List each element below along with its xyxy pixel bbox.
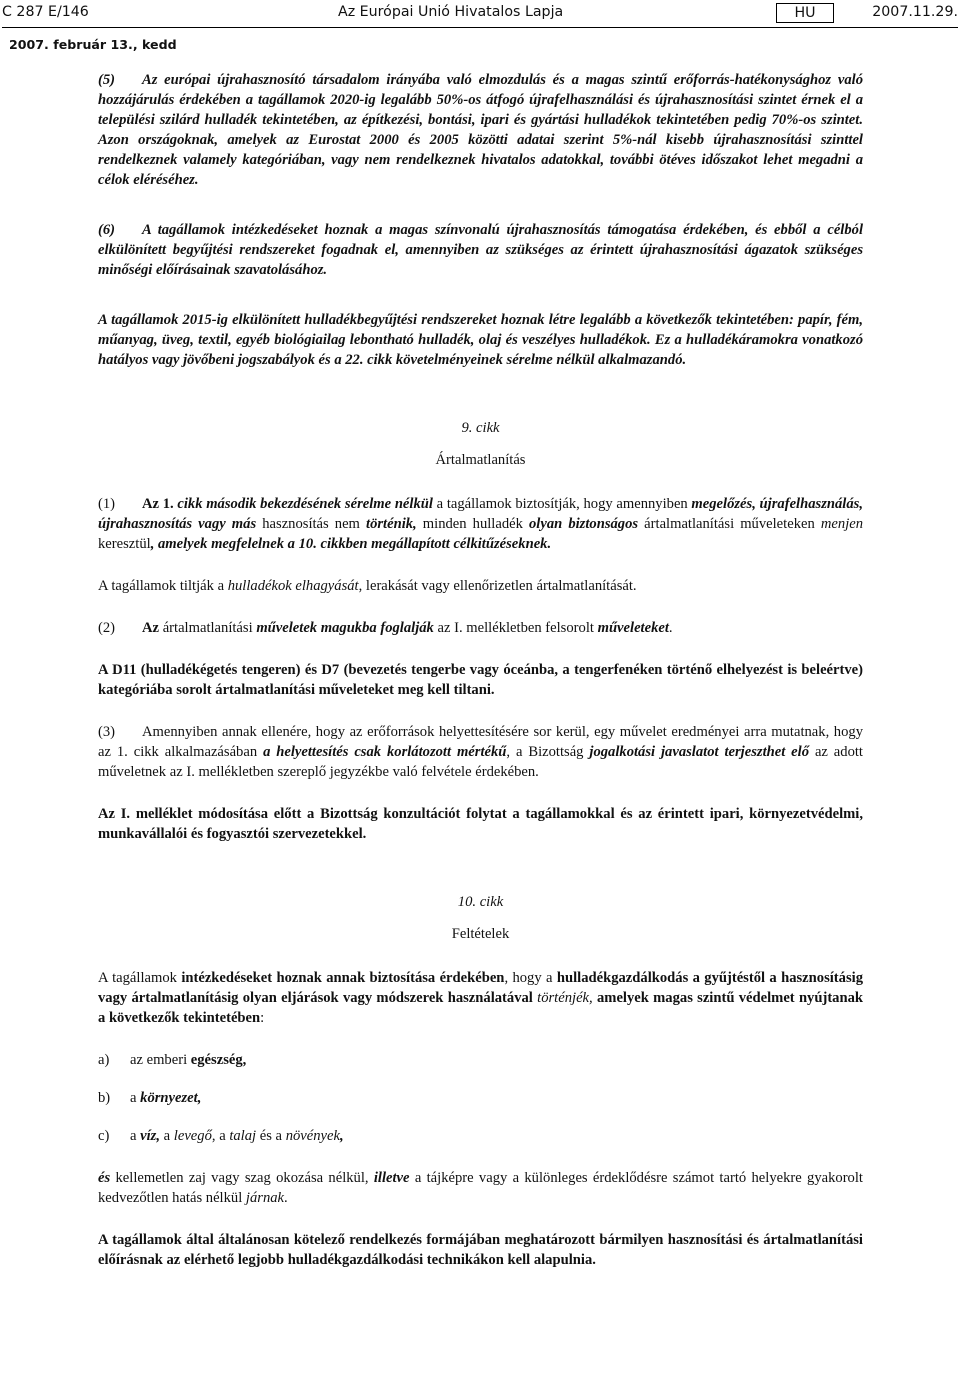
article-9-number: 9. cikk	[461, 420, 500, 436]
article-10-intro: A tagállamok intézkedéseket hoznak annak biztosítása érdekében, hogy a hulladékgazdálkodás a gyűjtéstől a hasznosításig vagy ártalmatlanításig olyan eljárások vagy módszerek használatával történjék, amelyek magas szintű védelmet nyújtanak a következők tekintetében:	[98, 970, 864, 1026]
article-10-title: Feltételek	[451, 926, 510, 942]
article-10-number: 10. cikk	[457, 894, 504, 910]
paragraph-5	[98, 70, 863, 190]
paragraph-number: (6)	[98, 222, 116, 238]
article-9-paragraph-2: (2) Az ártalmatlanítási műveletek magukba foglalják az I. mellékletben felsorolt műveleteket.	[98, 620, 673, 636]
article-9-title: Ártalmatlanítás	[435, 452, 526, 468]
language-badge: HU	[776, 3, 834, 23]
paragraph-6	[98, 220, 863, 280]
paragraph-2015: A tagállamok 2015-ig elkülönített hulladékbegyűjtési rendszereket hoznak létre legalább a következők tekintetében: papír, fém, műanyag, üveg, textil, egyéb biológiailag lebontható hulladék, olaj és veszélyes hulladékok. Ez a hulladékáramokra vonatkozó hatályos vagy jövőbeni jogszabályok és a 22. cikk követelményeinek sérelme nélkül alkalmazandó.	[98, 312, 863, 368]
article-9-annex-paragraph: Az I. melléklet módosítása előtt a Bizottság konzultációt folytat a tagállamokkal és az érintett ipari, környezetvédelmi, munkavállalói és fogyasztói szervezetekkel.	[98, 806, 863, 842]
list-item: c) a víz, a levegő, a talaj és a növények,	[98, 1128, 344, 1144]
article-10-final: A tagállamok által általánosan kötelező rendelkezés formájában meghatározott bármilyen hasznosítási és ártalmatlanítási előírásnak az elérhető legjobb hulladékgazdálkodási technikákon kell alapulnia.	[98, 1232, 863, 1268]
journal-title: Az Európai Unió Hivatalos Lapja	[338, 4, 564, 20]
article-10-after: és kellemetlen zaj vagy szag okozása nélkül, illetve a tájképre vagy a különleges érdeklődésre számot tartó helyekre gyakorolt kedvezőtlen hatás nélkül járnak.	[98, 1170, 863, 1206]
article-9-forbid-paragraph: A tagállamok tiltják a hulladékok elhagyását, lerakását vagy ellenőrizetlen ártalmatlanítását.	[98, 578, 637, 594]
paragraph-text: Azon országoknak, amelyek az Eurostat 2000 és 2005 közötti adatai szerint 5%-nál kisebb újrahasznosítási szinttel rendelkeznek valamely kategóriában, vagy nem rendelkeznek hivatalos adatokkal, további ötéves időszakot lehet megadni a célok eléréséhez.	[98, 132, 863, 188]
list-item: b) a környezet,	[98, 1090, 202, 1106]
article-9-d11-paragraph: A D11 (hulladékégetés tengeren) és D7 (bevezetés tengerbe vagy óceánba, a tengerfenéken történő elhelyezést is beleértve) kategóriába sorolt ártalmatlanítási műveleteket meg kell tiltani.	[98, 662, 863, 698]
paragraph-number: (5)	[98, 72, 116, 88]
document-body	[98, 70, 863, 1292]
article-9-paragraph-3: (3) Amennyiben annak ellenére, hogy az erőforrások helyettesítésére sor kerül, egy művelet eredményei arra mutatnak, hogy az 1. cikk alkalmazásában a helyettesítés csak korlátozott mértékű, a Bizottság jogalkotási javaslatot terjeszthet elő az adott műveletnek az I. mellékletben szereplő jegyzékbe való felvétele érdekében.	[98, 724, 863, 780]
page-reference: C 287 E/146	[2, 4, 89, 20]
paragraph-text: Az európai újrahasznosító társadalom irányába való elmozdulás és a magas szintű erőforrás-hatékonysághoz való hozzájárulás érdekében a tagállamok 2020-ig legalább 50%-os átfogó újrafelhasználási és újrahasznosítási szintet érnek el a települési szilárd hulladék tekintetében, az építkezési, bontási, ipari és gyártási hulladékok tekintetében pedig 70%-os szintet.	[98, 72, 863, 128]
paragraph-text: A tagállamok intézkedéseket hoznak a magas színvonalú újrahasznosítás támogatása érdekében, és ebből a célból elkülönített begyűjtési rendszereket fogadnak el, amennyiben az szükséges az érintett újrahasznosítási ágazatok szükséges minőségi előírásainak szavatolásához.	[98, 222, 863, 278]
article-9-paragraph-1: (1) Az 1. cikk második bekezdésének sérelme nélkül a tagállamok biztosítják, hogy amennyiben megelőzés, újrafelhasználás, újrahasznosítás vagy más hasznosítás nem történik, minden hulladék olyan biztonságos ártalmatlanítási műveleteken menjen keresztül, amelyek megfelelnek a 10. cikkben megállapított célkitűzéseknek.	[98, 496, 864, 552]
page-header	[2, 2, 958, 28]
list-item: a) az emberi egészség,	[98, 1052, 247, 1068]
publication-date: 2007.11.29.	[872, 4, 958, 20]
session-date: 2007. február 13., kedd	[9, 37, 177, 52]
